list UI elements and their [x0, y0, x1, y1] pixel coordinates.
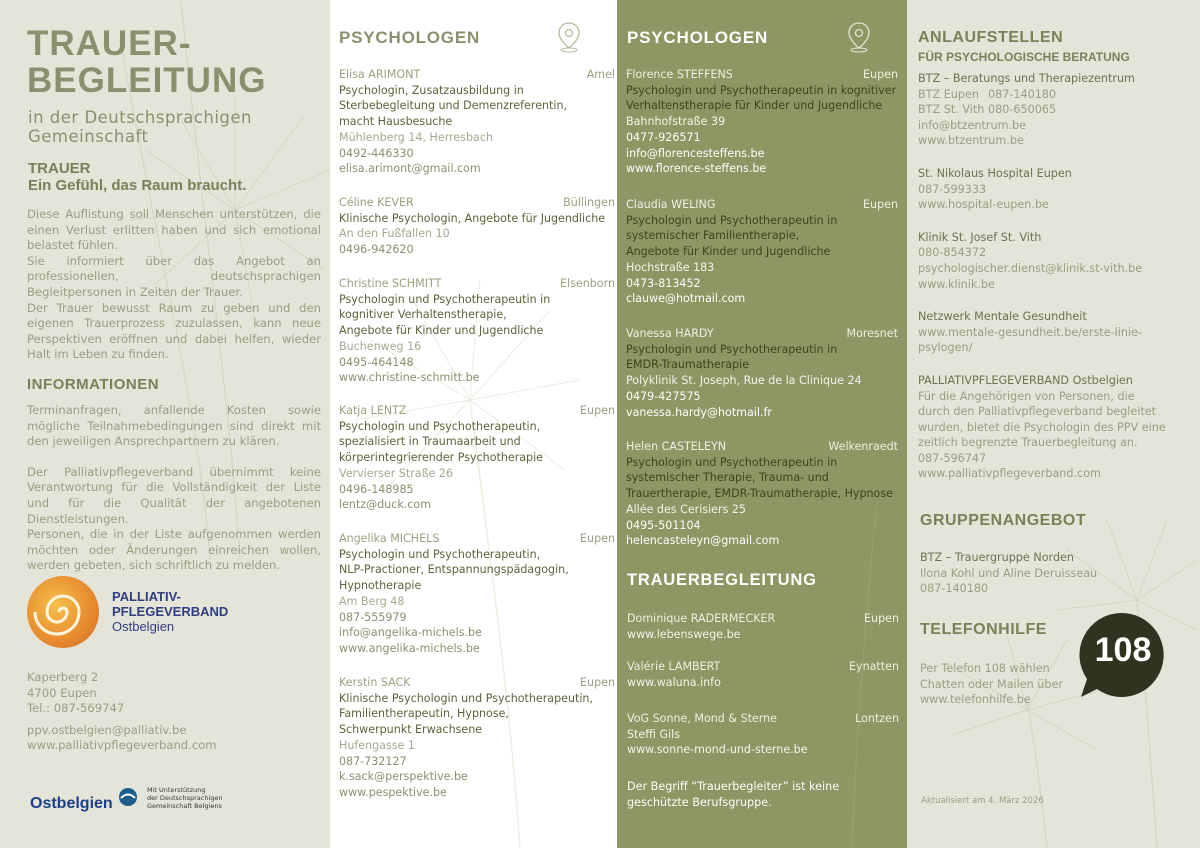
psychologist-name: Angelika MICHELS	[339, 532, 440, 545]
trauerbegleiter-line[interactable]: www.waluna.info	[627, 675, 721, 689]
gruppenangebot-block	[920, 550, 1097, 597]
telefonhilfe-heading: TELEFONHILFE	[920, 621, 1047, 638]
title-line: TRAUER-	[27, 24, 192, 63]
psychologist-contact-link[interactable]: elisa.arimont@gmail.com	[339, 162, 481, 176]
psychologist-entry	[339, 276, 615, 386]
ppv-block	[918, 373, 1198, 482]
psychologist-phone[interactable]: 0496-148985	[339, 482, 414, 496]
logo-line: PFLEGEVERBAND	[112, 604, 229, 619]
address-email-link[interactable]: ppv.ostbelgien@palliativ.be	[27, 722, 187, 737]
psychologist-description: EMDR-Traumatherapie	[626, 358, 750, 372]
psychologist-description: Angebote für Kinder und Jugendliche	[626, 245, 831, 259]
location-pin-icon	[557, 21, 581, 53]
intro-paragraph: Diese Auflistung soll Menschen unterstützen, die einen Verlust erlitten haben und sich emotional belastet fühlen.	[27, 207, 321, 253]
psychologist-contact-link[interactable]: helencasteleyn@gmail.com	[626, 534, 780, 548]
psychologist-entry	[339, 67, 615, 177]
palliativ-logo-icon	[27, 576, 99, 648]
psychologist-phone[interactable]: 0492-446330	[339, 146, 414, 160]
trauer-tagline: Ein Gefühl, das Raum braucht.	[28, 177, 247, 194]
psychologist-description: kognitiver Verhaltenstherapie,	[339, 308, 507, 322]
psychologist-description: Schwerpunkt Erwachsene	[339, 723, 483, 737]
psychologist-phone[interactable]: 0477-926571	[626, 130, 701, 144]
intro-paragraph: Sie informiert über das Angebot an professionellen, deutschsprachigen Begleitpersonen in Zeiten der Trauer.	[27, 253, 321, 299]
psychologist-description: Psychologin und Psychotherapeutin in	[626, 455, 838, 469]
netzwerk-web-link[interactable]: www.mentale-gesundheit.be/erste-linie-	[918, 325, 1142, 339]
psychologist-description: Psychologin und Psychotherapeutin in	[626, 213, 838, 227]
psychologist-description: Hypnotherapie	[339, 579, 422, 593]
psychologist-address: Allée des Cerisiers 25	[626, 502, 746, 516]
btz-email-link[interactable]: info@btzentrum.be	[918, 118, 1027, 132]
info-paragraph: Personen, die in der Liste aufgenommen werden möchten oder Änderungen einreichen wollen, werden gebeten, sich schriftlich zu melden.	[27, 527, 321, 573]
klinik-email-link[interactable]: psychologischer.dienst@klinik.st-vith.be	[918, 261, 1143, 275]
psychologist-description: spezialisiert in Traumaarbeit und	[339, 435, 521, 449]
ostbelgien-logo: Ostbelgien	[30, 795, 113, 812]
telefonhilfe-block	[920, 661, 1063, 708]
psychologist-phone[interactable]: 087-732127	[339, 754, 407, 768]
trauerbegleiter-name: VoG Sonne, Mond & Sterne	[627, 712, 777, 725]
info-text	[27, 403, 321, 574]
palliativ-logo-text	[112, 589, 228, 634]
psychologist-place: Eupen	[863, 198, 898, 211]
trauerbegleiter-entry	[627, 611, 899, 642]
psychologist-place: Elsenborn	[560, 277, 615, 290]
st-nikolaus-name: St. Nikolaus Hospital Eupen	[918, 166, 1072, 180]
trauer-heading-text: TRAUER	[28, 160, 91, 177]
trauerbegleiter-place: Eynatten	[849, 660, 899, 673]
psychologist-place: Eupen	[580, 676, 615, 689]
trauerbegleiter-line[interactable]: Steffi Gils	[627, 727, 681, 741]
ppv-phone[interactable]: 087-596747	[918, 451, 987, 465]
psychologist-name: Helen CASTELEYN	[626, 440, 727, 453]
psychologist-name: Christine SCHMITT	[339, 277, 442, 290]
info-paragraph: Der Palliativpflegeverband übernimmt keine Verantwortung für die Vollständigkeit der Liste und für die Qualität der angebotenen Dienstleistungen.	[27, 464, 321, 526]
trauerbegleiter-entry	[627, 711, 899, 758]
address-block	[27, 670, 217, 754]
psychologist-name: Claudia WELING	[626, 198, 716, 211]
psychologen-heading: PSYCHOLOGEN	[339, 28, 481, 47]
address-street: Kaperberg 2	[27, 670, 99, 684]
anlaufstellen-heading: ANLAUFSTELLEN	[918, 29, 1064, 46]
info-heading: INFORMATIONEN	[27, 376, 160, 393]
psychologist-entry	[626, 67, 898, 177]
psychologist-place: Eupen	[863, 68, 898, 81]
psychologen-panel-left	[330, 0, 617, 848]
psychologist-description: NLP-Practioner, Entspannungspädagogin,	[339, 563, 569, 577]
psychologist-name: Céline KEVER	[339, 196, 414, 209]
note-line: geschützte Berufsgruppe.	[627, 795, 772, 809]
psychologist-contact-link[interactable]: www.pespektive.be	[339, 785, 447, 799]
trauerbegleiter-place: Eupen	[864, 612, 899, 625]
st-nikolaus-block	[918, 166, 1198, 213]
anlaufstellen-list	[918, 71, 1198, 482]
psychologist-description: macht Hausbesuche	[339, 115, 453, 129]
intro-text	[27, 207, 321, 363]
trauerbegleiter-line[interactable]: www.lebenswege.be	[627, 627, 741, 641]
group-phone[interactable]: 087-140180	[920, 582, 989, 596]
psychologist-contact-link[interactable]: vanessa.hardy@hotmail.fr	[626, 405, 772, 419]
st-nikolaus-web-link[interactable]: www.hospital-eupen.be	[918, 198, 1049, 212]
klinik-web-link[interactable]: www.klinik.be	[918, 277, 995, 291]
psychologist-contact-link[interactable]: www.florence-steffens.be	[626, 162, 767, 176]
ppv-name: PALLIATIVPFLEGEVERBAND Ostbelgien	[918, 373, 1133, 387]
subtitle	[28, 108, 252, 146]
psychologist-address: Hochstraße 183	[626, 260, 715, 274]
updated-note: Aktualisiert am 4. März 2026	[921, 796, 1044, 806]
location-pin-icon	[847, 21, 871, 53]
address-phone[interactable]: Tel.: 087-569747	[27, 701, 125, 715]
psychologist-phone[interactable]: 087-555979	[339, 610, 407, 624]
netzwerk-web-link[interactable]: psylogen/	[918, 341, 973, 355]
psychologist-place: Amel	[586, 68, 615, 81]
psychologist-address: Hufengasse 1	[339, 738, 415, 752]
spiral-icon	[27, 576, 99, 648]
psychologist-phone[interactable]: 0496-942620	[339, 243, 414, 257]
psychologist-place: Welkenraedt	[828, 440, 898, 453]
psychologist-phone[interactable]: 0495-501104	[626, 518, 701, 532]
btz-web-link[interactable]: www.btzentrum.be	[918, 134, 1024, 148]
psychologist-description: Klinische Psychologin und Psychotherapeutin,	[339, 691, 593, 705]
intro-panel	[0, 0, 330, 848]
psychologist-entry	[339, 195, 615, 258]
psychologist-contact-link[interactable]: info@florencesteffens.be	[626, 146, 765, 160]
psychologist-entry	[626, 197, 898, 307]
tel-line: Chatten oder Mailen über	[920, 677, 1063, 691]
anlaufstellen-panel	[907, 0, 1200, 848]
psychologist-address: Bahnhofstraße 39	[626, 115, 726, 129]
intro-paragraph: Der Trauer bewusst Raum zu geben und den eigenen Trauerprozess zuzulassen, kann neue Perspektiven eröffnen und dabei helfen, wieder Halt im Leben zu finden.	[27, 300, 321, 362]
psychologist-address: Buchenweg 16	[339, 339, 422, 353]
page-title	[27, 25, 266, 99]
psychologist-description: Angebote für Kinder und Jugendliche	[339, 324, 544, 338]
btz-name: BTZ – Beratungs und Therapiezentrum	[918, 72, 1135, 85]
trauerbegleiter-place: Lontzen	[855, 712, 899, 725]
psychologist-phone[interactable]: 0495-464148	[339, 355, 414, 369]
psychologist-entry	[339, 531, 615, 657]
info-paragraph: Terminanfragen, anfallende Kosten sowie mögliche Teilnahmebedingungen sind direkt mit den jeweiligen Ansprechpartnern zu klären.	[27, 403, 321, 449]
psychologist-description: Trauertherapie, EMDR-Traumatherapie, Hypnose	[626, 487, 893, 501]
psychologist-place: Eupen	[580, 532, 615, 545]
psychologist-contact-link[interactable]: www.angelika-michels.be	[339, 641, 480, 655]
psychologist-place: Büllingen	[563, 196, 615, 209]
psychologist-place: Eupen	[580, 404, 615, 417]
telefonhilfe-badge: 108	[1094, 631, 1152, 669]
psychologist-name: Florence STEFFENS	[626, 68, 733, 81]
subtitle-line: Gemeinschaft	[28, 127, 149, 146]
trauer-heading	[28, 160, 246, 194]
psychologist-name: Kerstin SACK	[339, 676, 411, 689]
psychologist-description: Sterbebegleitung und Demenzreferentin,	[339, 99, 568, 113]
psychologist-name: Katja LENTZ	[339, 404, 407, 417]
klinik-name: Klinik St. Josef St. Vith	[918, 230, 1042, 244]
psychologist-address: Vervierser Straße 26	[339, 466, 454, 480]
psychologist-description: Verhaltenstherapie für Kinder und Jugendliche	[626, 99, 883, 113]
ppv-web-link[interactable]: www.palliativpflegeverband.com	[918, 467, 1101, 481]
psychologist-place: Moresnet	[846, 327, 898, 340]
psychologist-description: Familientherapeutin, Hypnose,	[339, 707, 509, 721]
psychologist-description: Psychologin und Psychotherapeutin in	[339, 292, 551, 306]
support-text	[147, 786, 223, 810]
anlaufstellen-subheading: FÜR PSYCHOLOGISCHE BERATUNG	[918, 50, 1130, 64]
logo-line: Ostbelgien	[112, 619, 175, 634]
tel-line: Per Telefon 108 wählen	[920, 662, 1050, 675]
ostbelgien-wave-icon	[118, 787, 138, 807]
psychologist-address: An den Fußfallen 10	[339, 227, 450, 241]
btz-eupen-label: BTZ Eupen	[918, 87, 979, 101]
psychologist-description: Psychologin und Psychotherapeutin,	[339, 547, 541, 561]
btz-vith-phone[interactable]: 080-650065	[988, 103, 1057, 117]
psychologist-address: Mühlenberg 14, Herresbach	[339, 130, 493, 144]
logo-line: PALLIATIV-	[112, 589, 181, 604]
address-city: 4700 Eupen	[27, 685, 97, 700]
group-name: BTZ – Trauergruppe Norden	[920, 551, 1075, 564]
psychologen-panel-right	[617, 0, 907, 848]
trauerbegleiter-name: Dominique RADERMECKER	[627, 612, 776, 625]
psychologist-description: körperintegrierender Psychotherapie	[339, 451, 544, 465]
ppv-description: Für die Angehörigen von Personen, die durch den Palliativpflegeverband begleitet wurden, bietet die Psychologin des PPV eine zeitlich begrenzte Trauerbegleitung an.	[918, 389, 1166, 450]
st-nikolaus-phone[interactable]: 087-599333	[918, 182, 987, 196]
psychologist-entry	[626, 326, 898, 420]
psychologist-description: systemischer Therapie, Trauma- und	[626, 471, 829, 485]
trauerbegleitung-heading: TRAUERBEGLEITUNG	[627, 571, 817, 589]
note-line: Der Begriff “Trauerbegleiter” ist keine	[627, 780, 840, 793]
group-people: Ilona Kohl und Aline Deruisseau	[920, 566, 1098, 580]
trauerbegleiter-name: Valérie LAMBERT	[627, 660, 721, 673]
psychologist-description: Psychologin, Zusatzausbildung in	[339, 83, 524, 97]
support-line: der Deutschsprachigen	[147, 794, 223, 802]
psychologist-description: Psychologin und Psychotherapeutin,	[339, 419, 541, 433]
telefonhilfe-web-link[interactable]: www.telefonhilfe.be	[920, 693, 1031, 707]
psychologist-name: Elisa ARIMONT	[339, 68, 421, 81]
address-web-link[interactable]: www.palliativpflegeverband.com	[27, 738, 217, 752]
support-line: Gemeinschaft Belgiens	[147, 802, 222, 810]
btz-vith-label: BTZ St. Vith	[918, 103, 985, 117]
subtitle-line: in der Deutschsprachigen	[28, 108, 253, 127]
btz-eupen-phone[interactable]: 087-140180	[988, 87, 1057, 101]
btz-block	[918, 71, 1198, 149]
psychologist-address: Am Berg 48	[339, 594, 405, 608]
psychologist-description: Psychologin und Psychotherapeutin in	[626, 342, 838, 356]
gruppenangebot-heading: GRUPPENANGEBOT	[920, 512, 1087, 529]
psychologist-entry	[626, 439, 898, 549]
title-line: BEGLEITUNG	[27, 61, 267, 100]
psychologist-address: Polyklinik St. Joseph, Rue de la Clinique 24	[626, 374, 862, 388]
psychologist-description: Klinische Psychologin, Angebote für Jugendliche	[339, 211, 606, 225]
disclaimer-note	[627, 779, 839, 810]
psychologist-name: Vanessa HARDY	[626, 327, 714, 340]
psychologist-entry	[339, 403, 615, 513]
psychologist-contact-link[interactable]: www.christine-schmitt.be	[339, 371, 480, 385]
trauerbegleiter-entry	[627, 659, 899, 690]
psychologist-entry	[339, 675, 615, 801]
trauerbegleiter-line[interactable]: www.sonne-mond-und-sterne.be	[627, 743, 808, 757]
netzwerk-block	[918, 309, 1198, 356]
psychologist-description: Psychologin und Psychotherapeutin in kognitiver	[626, 83, 897, 97]
klinik-phone[interactable]: 080-854372	[918, 246, 987, 260]
psychologist-phone[interactable]: 0479-427575	[626, 389, 701, 403]
psychologist-description: systemischer Familientherapie,	[626, 229, 800, 243]
netzwerk-name: Netzwerk Mentale Gesundheit	[918, 310, 1087, 324]
klinik-st-josef-block	[918, 230, 1198, 292]
psychologist-contact-link[interactable]: lentz@duck.com	[339, 498, 432, 512]
psychologist-contact-link[interactable]: k.sack@perspektive.be	[339, 770, 468, 784]
psychologist-contact-link[interactable]: info@angelika-michels.be	[339, 626, 482, 640]
psychologen-heading: PSYCHOLOGEN	[627, 28, 769, 47]
psychologist-contact-link[interactable]: clauwe@hotmail.com	[626, 292, 746, 306]
psychologist-phone[interactable]: 0473-813452	[626, 276, 701, 290]
support-line: Mit Unterstützung	[147, 786, 206, 794]
